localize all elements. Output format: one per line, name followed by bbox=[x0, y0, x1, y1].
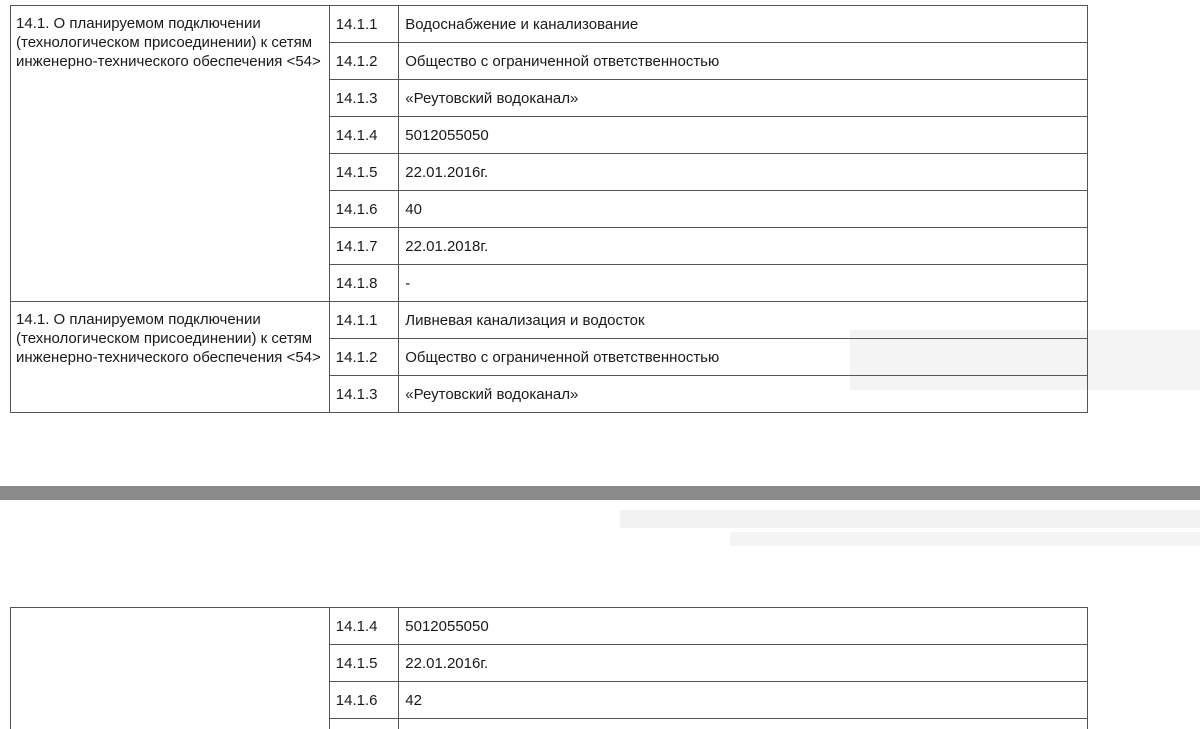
row-value: 42 bbox=[399, 682, 1088, 719]
row-code: 14.1.3 bbox=[329, 80, 398, 117]
table-row bbox=[11, 302, 1088, 339]
row-value: 22.01.2016г. bbox=[399, 645, 1088, 682]
row-value: 22.01.2016г. bbox=[399, 154, 1088, 191]
table-row bbox=[11, 608, 1088, 645]
row-value: 40 bbox=[399, 191, 1088, 228]
row-code: 14.1.4 bbox=[329, 117, 398, 154]
row-code: 14.1.3 bbox=[329, 376, 398, 413]
page-separator bbox=[0, 486, 1200, 500]
row-value: 5012055050 bbox=[399, 117, 1088, 154]
row-value: «Реутовский водоканал» bbox=[399, 80, 1088, 117]
row-value: 5012055050 bbox=[399, 608, 1088, 645]
row-code: 14.1.2 bbox=[329, 339, 398, 376]
document-page-bottom bbox=[0, 500, 1200, 729]
row-value: Общество с ограниченной ответственностью bbox=[399, 339, 1088, 376]
row-code-empty bbox=[329, 719, 398, 729]
row-value: 22.01.2018г. bbox=[399, 228, 1088, 265]
section-description: 14.1. О планируемом подключении (технологическом присоединении) к сетям инженерно-технического обеспечения <54> bbox=[11, 302, 330, 413]
bleed-through-mark bbox=[730, 532, 1200, 546]
row-value: Водоснабжение и канализование bbox=[399, 6, 1088, 43]
row-value: Ливневая канализация и водосток bbox=[399, 302, 1088, 339]
bleed-through-mark bbox=[620, 510, 1200, 528]
row-code: 14.1.6 bbox=[329, 191, 398, 228]
row-value: «Реутовский водоканал» bbox=[399, 376, 1088, 413]
row-value: Общество с ограниченной ответственностью bbox=[399, 43, 1088, 80]
row-code: 14.1.1 bbox=[329, 302, 398, 339]
row-value: - bbox=[399, 265, 1088, 302]
section-description-empty bbox=[11, 608, 330, 729]
table-row bbox=[11, 6, 1088, 43]
row-code: 14.1.5 bbox=[329, 645, 398, 682]
row-code: 14.1.6 bbox=[329, 682, 398, 719]
row-code: 14.1.4 bbox=[329, 608, 398, 645]
row-code: 14.1.2 bbox=[329, 43, 398, 80]
section-description: 14.1. О планируемом подключении (технологическом присоединении) к сетям инженерно-технического обеспечения <54> bbox=[11, 6, 330, 302]
row-code: 14.1.5 bbox=[329, 154, 398, 191]
row-code: 14.1.8 bbox=[329, 265, 398, 302]
row-code: 14.1.7 bbox=[329, 228, 398, 265]
connection-table-bottom bbox=[10, 607, 1088, 729]
row-value-empty bbox=[399, 719, 1088, 729]
row-code: 14.1.1 bbox=[329, 6, 398, 43]
connection-table-top bbox=[10, 5, 1088, 413]
